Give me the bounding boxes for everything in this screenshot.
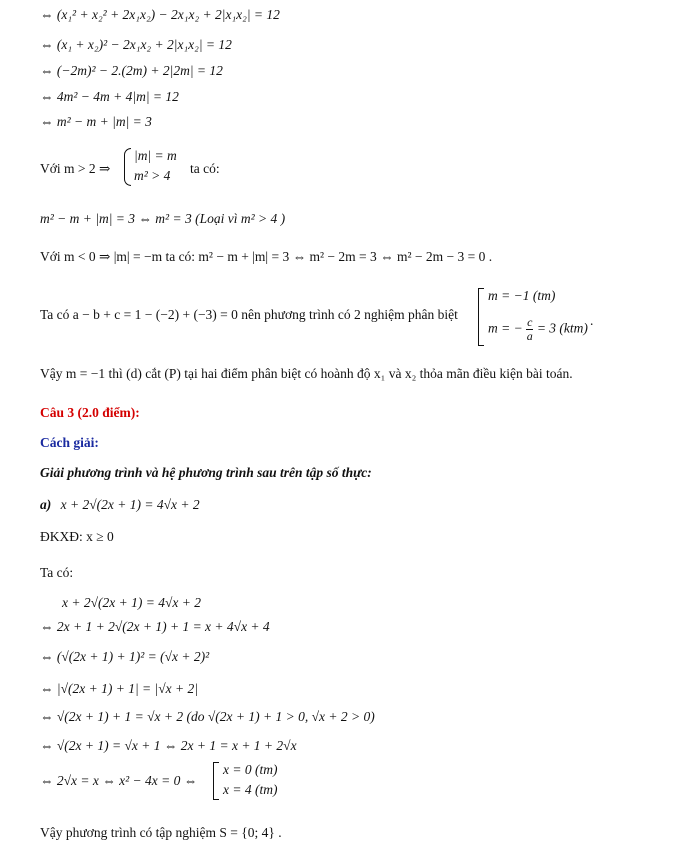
taco-label: Ta có: bbox=[40, 565, 74, 580]
solution-step: x + 2√(2x + 1) = 4√x + 2 bbox=[62, 595, 201, 610]
equation-line: m² − m + |m| = 3 ⇔ m² = 3 (Loại vì m² > 4 ) bbox=[40, 211, 286, 226]
bracket-shape bbox=[213, 762, 219, 800]
equation-line: ⇔ m² − m + |m| = 3 bbox=[40, 114, 152, 129]
solution-line: x = 0 (tm) bbox=[223, 762, 278, 777]
vieta-line: Ta có a − b + c = 1 − (−2) + (−3) = 0 nên phương trình có 2 nghiệm phân biệt bbox=[40, 307, 458, 322]
system-brace bbox=[122, 146, 182, 186]
solution-step: ⇔ 2√x = x ⇔ x² − 4x = 0 ⇔ bbox=[40, 773, 198, 788]
case-suffix: ta có: bbox=[190, 161, 220, 176]
conclusion-line: Vậy m = −1 thì (d) cắt (P) tại hai điểm phân biệt có hoành độ x₁ và x₂ thỏa mãn điều kiện bài toán. bbox=[40, 366, 573, 381]
equation-line: ⇔ (x₁² + x₂² + 2x₁x₂) − 2x₁x₂ + 2|x₁x₂| = 12 bbox=[40, 7, 280, 22]
solution-step: ⇔ √(2x + 1) + 1 = √x + 2 (do √(2x + 1) + 1 > 0, √x + 2 > 0) bbox=[40, 709, 375, 724]
final-answer: Vậy phương trình có tập nghiệm S = {0; 4} . bbox=[40, 825, 282, 840]
method-heading: Cách giải: bbox=[40, 435, 99, 450]
case-m-greater-2 bbox=[40, 160, 110, 178]
solution-step: ⇔ (√(2x + 1) + 1)² = (√x + 2)² bbox=[40, 649, 210, 664]
part-label: a) bbox=[40, 497, 52, 512]
part-a-heading bbox=[40, 496, 200, 514]
solution-step: ⇔ 2x + 1 + 2√(2x + 1) + 1 = x + 4√x + 4 bbox=[40, 619, 270, 634]
equation-line: ⇔ (−2m)² − 2.(2m) + 2|2m| = 12 bbox=[40, 63, 223, 78]
bracket-shape bbox=[478, 288, 484, 346]
question-title: Câu 3 (2.0 điểm): bbox=[40, 405, 140, 420]
task-statement: Giải phương trình và hệ phương trình sau trên tập số thực: bbox=[40, 465, 372, 480]
fraction: $\frac{c}{a}$ bbox=[526, 315, 533, 343]
system-line: m² > 4 bbox=[134, 168, 171, 183]
equation-line: ⇔ (x₁ + x₂)² − 2x₁x₂ + 2|x₁x₂| = 12 bbox=[40, 37, 232, 52]
solution-step: ⇔ √(2x + 1) = √x + 1 ⇔ 2x + 1 = x + 1 + 2√x bbox=[40, 738, 297, 753]
solution-line: x = 4 (tm) bbox=[223, 782, 278, 797]
case-prefix: Với m > 2 ⇒ bbox=[40, 161, 111, 176]
brace-shape bbox=[124, 148, 131, 186]
domain-condition: ĐKXĐ: x ≥ 0 bbox=[40, 529, 114, 544]
equation-line: ⇔ 4m² − 4m + 4|m| = 12 bbox=[40, 89, 179, 104]
roots-bracket bbox=[476, 286, 616, 348]
case-m-less-0: Với m < 0 ⇒ |m| = −m ta có: m² − m + |m| = 3 ⇔ m² − 2m = 3 ⇔ m² − 2m − 3 = 0 . bbox=[40, 249, 493, 264]
root-line: m = − $\frac{c}{a}$ = 3 (ktm) bbox=[488, 315, 588, 343]
solutions-bracket bbox=[211, 760, 301, 800]
root-line: m = −1 (tm) bbox=[488, 288, 556, 303]
part-equation: x + 2√(2x + 1) = 4√x + 2 bbox=[60, 497, 200, 512]
solution-step: ⇔ |√(2x + 1) + 1| = |√x + 2| bbox=[40, 681, 198, 696]
system-line: |m| = m bbox=[134, 148, 177, 163]
period: . bbox=[590, 313, 594, 328]
